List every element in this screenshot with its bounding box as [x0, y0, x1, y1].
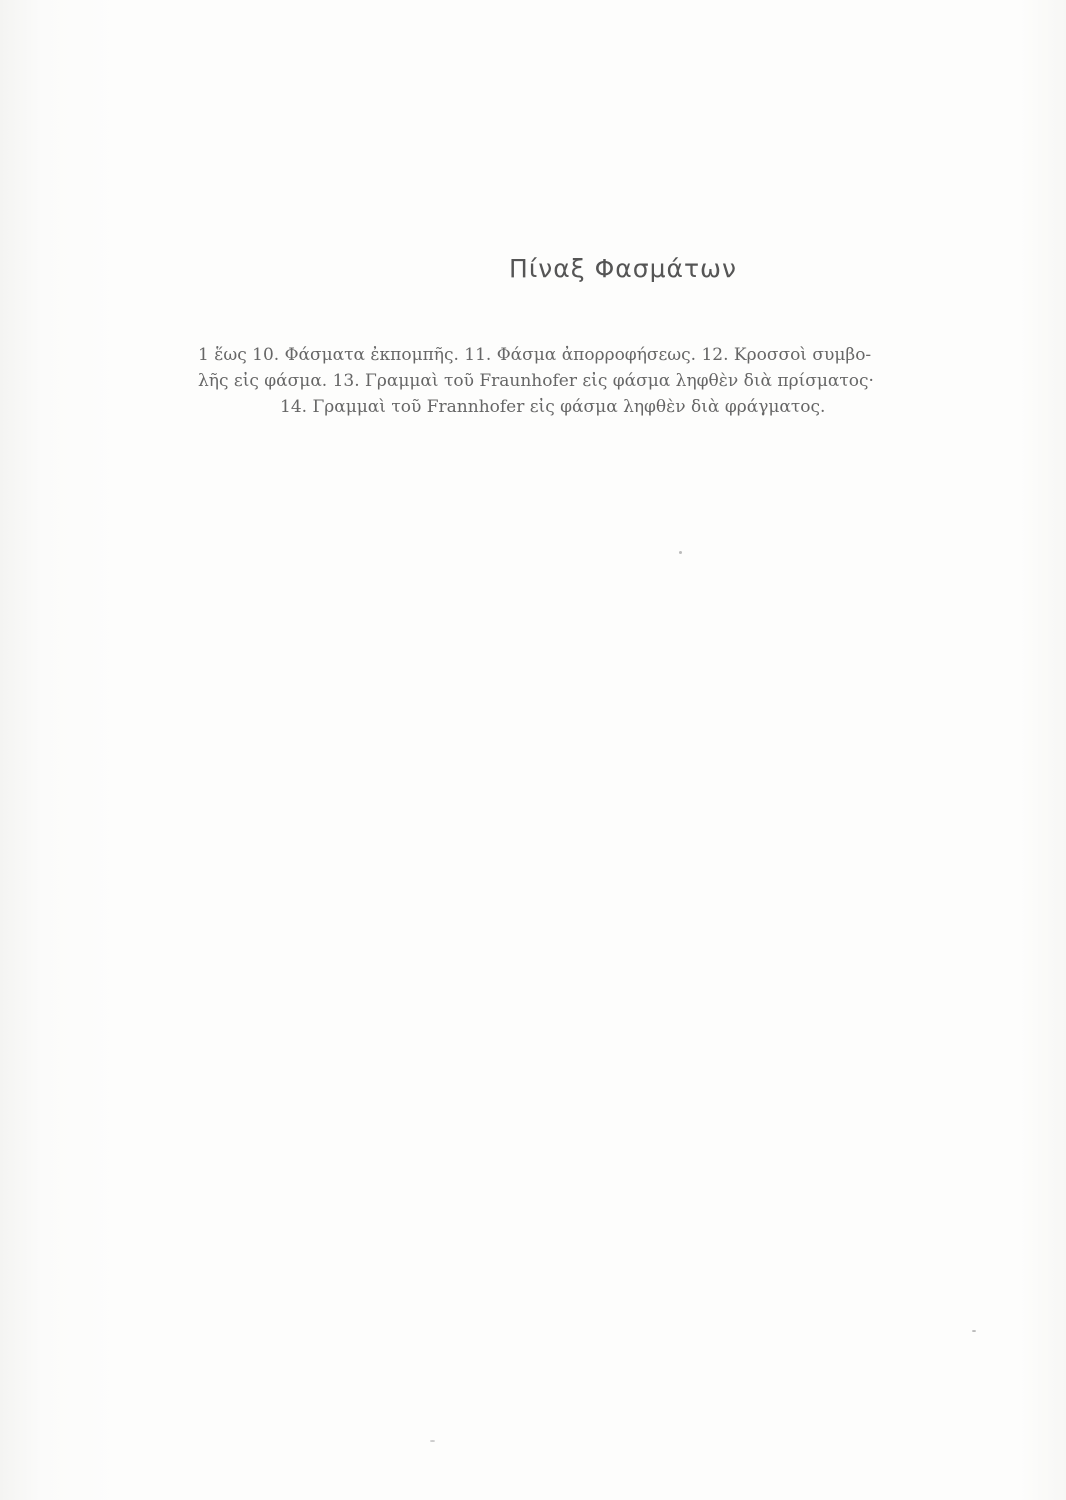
- scan-speck: [679, 551, 682, 554]
- scan-speck: [430, 1440, 435, 1442]
- caption-line-2: λῆς εἰς φάσμα. 13. Γραμμαὶ τοῦ Fraunhofer εἰς φάσμα ληφθὲν διὰ πρίσματος·: [198, 371, 874, 391]
- caption-line-3: 14. Γραμμαὶ τοῦ Frannhofer εἰς φάσμα ληφθὲν διὰ φράγματος.: [280, 397, 826, 417]
- caption-line-1: 1 ἕως 10. Φάσματα ἐκπομπῆς. 11. Φάσμα ἀπορροφήσεως. 12. Κροσσοὶ συμβο-: [198, 345, 872, 365]
- page-title: Πίναξ Φασμάτων: [509, 254, 737, 283]
- scan-speck: [972, 1330, 976, 1332]
- plate-caption: [198, 342, 1048, 420]
